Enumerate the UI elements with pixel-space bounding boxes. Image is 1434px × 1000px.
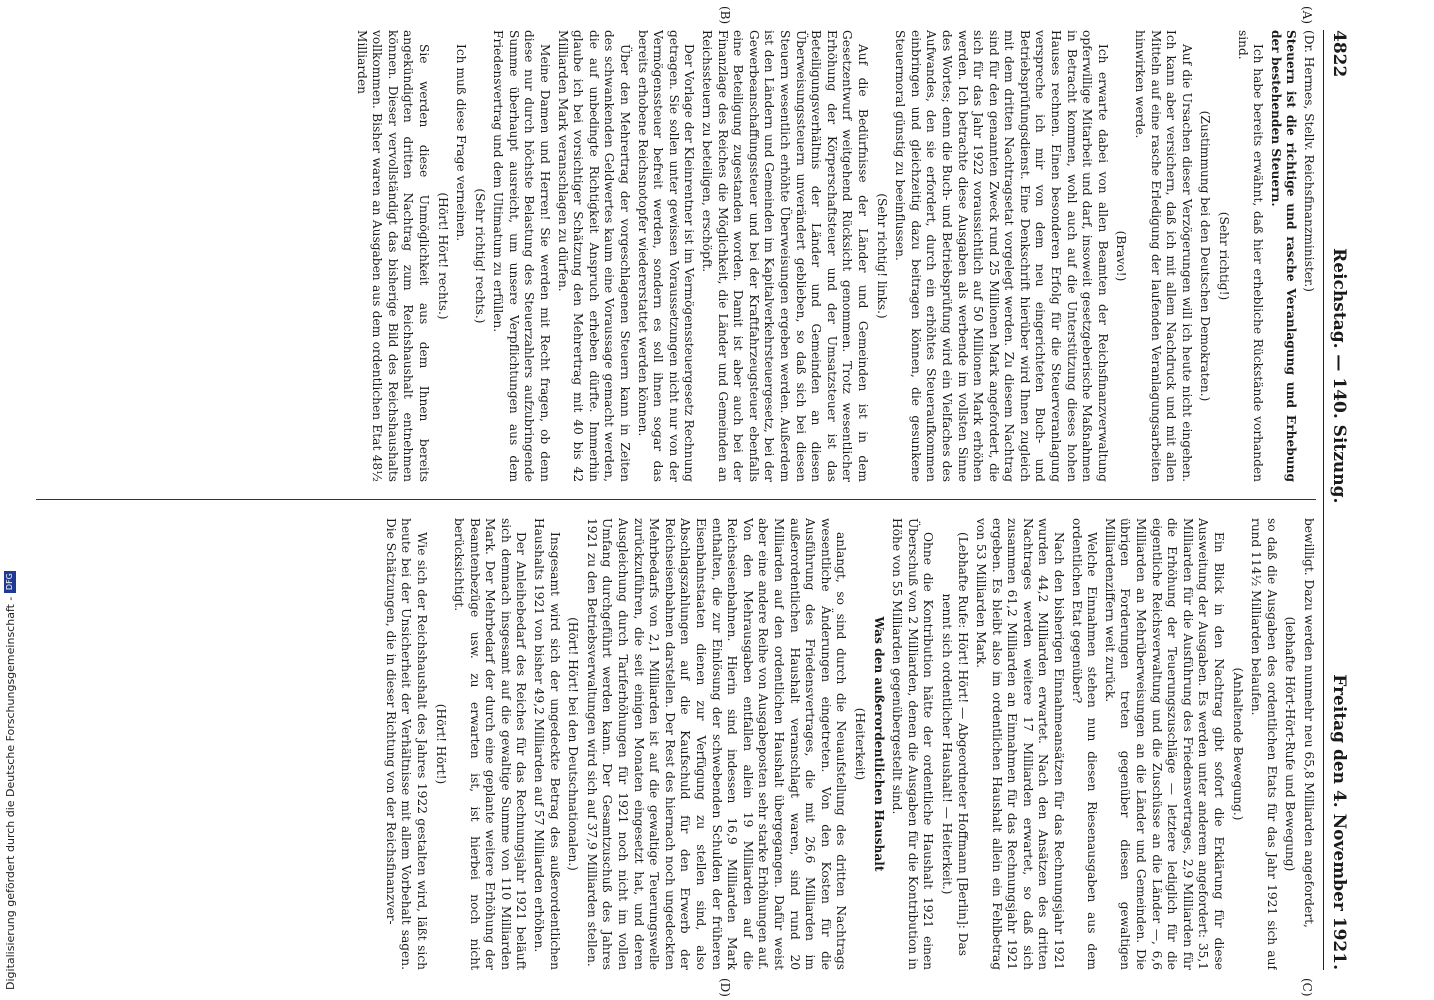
right-column-paragraph: so daß die Ausgaben des ordentlichen Etats für das Jahr 1921 sich auf rund 114½ Milliarden belaufen. xyxy=(1249,518,1279,970)
page-title: Reichstag. — 140. Sitzung. xyxy=(1329,248,1349,504)
right-column-paragraph: Der Anleihebedarf des Reiches für das Rechnungsjahr 1921 beläuft sich demnach insgesamt auf die gewaltige Summe von 110 Milliarden Mark. Der Mehrbedarf der durch eine geplante weitere Erhöhung der Beamtenbezüge usw. zu erwarten ist, ist hierbei noch nicht berücksichtigt. xyxy=(452,518,529,970)
page-number: 4822 xyxy=(1329,30,1349,78)
column-divider xyxy=(36,499,1316,500)
right-column-paragraph: (Hört! Hört! bei den Deutschnationalen.) xyxy=(566,617,581,871)
right-column-paragraph: Ohne die Kontribution hätte der ordentliche Haushalt 1921 einen Überschuß von 2 Milliarden, denen die Ausgaben für die Kontribution in Höhe von 55 Milliarden gegenübergestellt sind. xyxy=(890,518,936,970)
footer xyxy=(2,0,18,1000)
right-column-paragraph: Ein Blick in den Nachtrag gibt sofort die Erklärung für diese Ausweitung der Ausgaben. Es werden unter anderem angefordert: 35,1 Milliarden für die Ausführung des Friedensvertrages, 2,9 Milliarden für die Erhöhung der Teuerungszuschläge — letztere lediglich für die eigentliche Reichsverwaltung und die Zuschüsse an die Länder —, 6,6 Milliarden an Mehrüberweisungen an die Länder und Gemeinden. Die übrigen Forderungen treten gegenüber diesen gewaltigen Milliardenziffern weit zurück. xyxy=(1102,518,1227,970)
right-column-paragraph: anlangt, so sind durch die Neuaufstellung des dritten Nachtrags wesentliche Änderungen eingetreten. Von den Kosten für die Ausführung des Friedensvertrages, die mit 26,6 Milliarden im außerordentlichen Haushalt veranschlagt waren, sind rund 20 Milliarden auf den ordentlichen Haushalt übergegangen. Dafür weist aber eine andere Reihe von Ausgabeposten sehr starke Erhöhungen auf. Von den Mehrausgaben entfallen allein 19 Milliarden auf die Reichseisenbahnen. Hierin sind indessen 16,9 Milliarden Mark enthalten, die zur Einlösung der schwebenden Schulden der früheren Eisenbahnstaaten dienen zur Verfügung zu stellen sind, also Abschlagszahlungen auf die Kaufschuld für den Erwerb der Reichseisenbahnen darstellen. Der Rest des hiernach noch ungedeckten Mehrbedarfs von 2,1 Milliarden ist auf die gewaltige Teuerungswelle zurückzuführen, die seit einigen Monaten eingesetzt hat, und deren Ausgleichung durch Tariferhöhungen für 1921 noch nicht im vollen Umfang durchgeführt werden kann. Der Gesamtzuschuß des Jahres 1921 zu den Betriebsverwaltungen wird sich auf 37,9 Milliarden stellen. xyxy=(584,518,849,970)
left-column-paragraph: Über den Mehrertrag der vorgeschlagenen Steuern kann in Zeiten des schwankenden Geldwertes kaum eine Voraussage gemacht werden, die auf unbedingte Richtigkeit Anspruch erheben dürfte. Immerhin glaube ich bei vorsichtiger Schätzung den Mehrertrag mit 40 bis 42 Milliarden Mark veranschlagen zu dürfen. xyxy=(555,30,633,482)
left-column-paragraph: Ich habe bereits erwähnt, daß hier erhebliche Rückstände vorhanden sind. xyxy=(1235,30,1266,482)
left-column xyxy=(26,30,1316,482)
margin-marker-d: (D) xyxy=(718,978,732,997)
left-column-paragraph: (Dr. Hermes, Stellv. Reichsfinanzminister.) xyxy=(1302,30,1316,293)
left-column-paragraph: Steuern ist die richtige und rasche Veranlagung und Erhebung der bestehenden Steuern. xyxy=(1268,30,1299,482)
margin-marker-b: (B) xyxy=(718,6,732,25)
left-column-paragraph: (Hört! Hört! rechts.) xyxy=(435,192,450,320)
right-column-paragraph: (Heiterkeit) xyxy=(852,707,867,781)
footer-text: Digitalisierung gefördert durch die Deutsche Forschungsgemeinschaft - xyxy=(3,596,17,990)
right-column-paragraph: (Hört! Hört!) xyxy=(433,703,448,785)
left-column-paragraph: Auf die Ursachen dieser Verzögerungen will ich heute nicht eingehen. Ich kann aber versichern, daß ich mit allem Nachdruck und mit allen Mitteln auf eine rasche Erledigung der laufenden Veranlagungsarbeiten hinwirken werde. xyxy=(1133,30,1194,482)
page-date: Freitag den 4. November 1921. xyxy=(1329,674,1349,970)
margin-marker-c: (C) xyxy=(1300,978,1314,997)
left-column-paragraph: (Sehr richtig!) xyxy=(1217,211,1232,301)
left-column-paragraph: Meine Damen und Herren! Sie werden mit Recht fragen, ob denn diese nur durch höchste Belastung des Steuerzahlers aufzubringende Summe überhaupt ausreicht, um unsere Verpflichtungen aus dem Friedensvertrag und dem Ultimatum zu erfüllen. xyxy=(491,30,553,482)
left-column-paragraph: Der Vorlage der Kleinrentner ist im Vermögenssteuergesetz Rechnung getragen. Sie sollen unter gewissen Voraussetzungen nicht nur von der Vermögenssteuer befreit werden, sondern es soll ihnen sogar das bereits erhobene Reichsnotopfer wiedererstattet werden können. xyxy=(635,30,697,482)
left-column-paragraph: Auf die Bedürfnisse der Länder und Gemeinden ist in dem Gesetzentwurf weitgehend Rücksicht genommen. Trotz wesentlicher Erhöhung der Körperschaftsteuer und der Umsatzsteuer ist das Beteiligungsverhältnis der Länder und Gemeinden an diesen Überweisungssteuern unverändert geblieben, so daß sich bei diesen Steuern wesentlich erhöhte Überweisungen ergeben werden. Außerdem ist den Ländern und Gemeinden im Kapitalverkehrsteuergesetz, bei der Gewerbeanschaffungssteuer und bei der Kraftfahrzeugsteuer ebenfalls eine Beteiligung zugestanden worden. Damit ist aber auch bei der Finanzlage des Reiches die Möglichkeit, die Länder und Gemeinden an Reichssteuern zu beteiligen, erschöpft. xyxy=(700,30,870,482)
right-column-paragraph: Welche Einnahmen stehen nun diesen Riesenausgaben aus dem ordentlichen Etat gegenüber? xyxy=(1069,518,1100,970)
document-page xyxy=(2,0,1372,1000)
dfg-logo: DFG xyxy=(4,571,16,593)
right-column-paragraph: (Anhaltende Bewegung.) xyxy=(1230,667,1245,821)
left-column-paragraph: (Sehr richtig! rechts.) xyxy=(472,188,487,324)
left-column-paragraph: Ich muß diese Frage verneinen. xyxy=(454,44,469,242)
right-column-paragraph: bewilligt. Dazu werden nunmehr neu 65,8 Milliarden angefordert, xyxy=(1302,518,1316,928)
left-column-paragraph: Ich erwarte dabei von allen Beamten der Reichsfinanzverwaltung opferwillige Mitarbeit und darf, insoweit gesetzgeberische Maßnahmen in Betracht kommen, wohl auch auf die Unterstützung dieses hohen Hauses rechnen. Einen besonderen Erfolg für die Steuerveranlagung verspreche ich mir von dem neu eingerichteten Buch- und Betriebsprüfungsdienst. Eine Denkschrift hierüber wird Ihnen zugleich mit dem dritten Nachtragsetat vorgelegt werden. Zu diesem Nachtrag sind für den genannten Zweck rund 25 Millionen Mark angefordert, die sich für das Jahr 1922 voraussichtlich auf 50 Millionen Mark erhöhen werden. Ich betrachte diese Ausgaben als werbende im vollsten Sinne des Wortes; denn die Buch- und Betriebsprüfung wird ein Vielfaches des Aufwandes, den sie erfordert, durch ein erhöhtes Steueraufkommen einbringen und gleichzeitig dazu beitragen können, die gesunkene Steuermoral günstig zu beeinflussen. xyxy=(893,30,1110,482)
right-column-paragraph: Nach den bisherigen Einnahmeansätzen für das Rechnungsjahr 1921 wurden 44,2 Milliarden erwartet. Nach den Ansätzen des dritten Nachtrages werden weitere 17 Milliarden erwartet, so daß sich zusammen 61,2 Milliarden an Einnahmen für das Rechnungsjahr 1921 ergeben. Es bleibt also im ordentlichen Haushalt allein ein Fehlbetrag von 53 Milliarden Mark. xyxy=(974,518,1067,970)
right-column-paragraph: Wie sich der Reichshaushalt des Jahres 1922 gestalten wird, läßt sich heute bei der Unsicherheit der Verhältnisse mit allem Vorbehalt sagen. Die Schätzungen, die in dieser Richtung von der Reichsfinanzver- xyxy=(383,518,429,970)
left-column-paragraph: Sie werden diese Unmöglichkeit aus dem Ihnen bereits angekündigten dritten Nachtrag zum Reichshaushalt entnehmen können. Dieser vervollständigt das bisherige Bild des Reichshaushalts vollkommen. Bisher waren an Ausgaben aus dem ordentlichen Etat 48½ Milliarden xyxy=(354,30,431,482)
margin-marker-a: (A) xyxy=(1300,6,1314,25)
page-header xyxy=(1323,30,1354,970)
right-column-paragraph: Insgesamt wird sich der ungedeckte Betrag des außerordentlichen Haushalts 1921 von bisher 49,2 Milliarden auf 57 Milliarden erhöhen. xyxy=(532,518,562,970)
right-column xyxy=(26,518,1316,970)
right-column-paragraph: (Lebhafte Rufe: Hört! Hört! — Abgeordneter Hoffmann [Berlin]: Das nennt sich ordentlicher Haushalt! — Heiterkeit.) xyxy=(939,531,970,957)
right-column-paragraph: Was den außerordentlichen Haushalt xyxy=(871,616,886,872)
left-column-paragraph: (Zustimmung bei den Deutschen Demokraten.) xyxy=(1198,110,1213,402)
left-column-paragraph: (Bravo!) xyxy=(1114,230,1129,282)
right-column-paragraph: (lebhafte Hört-Hört-Rufe und Bewegung) xyxy=(1283,616,1298,872)
left-column-paragraph: (Sehr richtig! links.) xyxy=(874,193,889,319)
